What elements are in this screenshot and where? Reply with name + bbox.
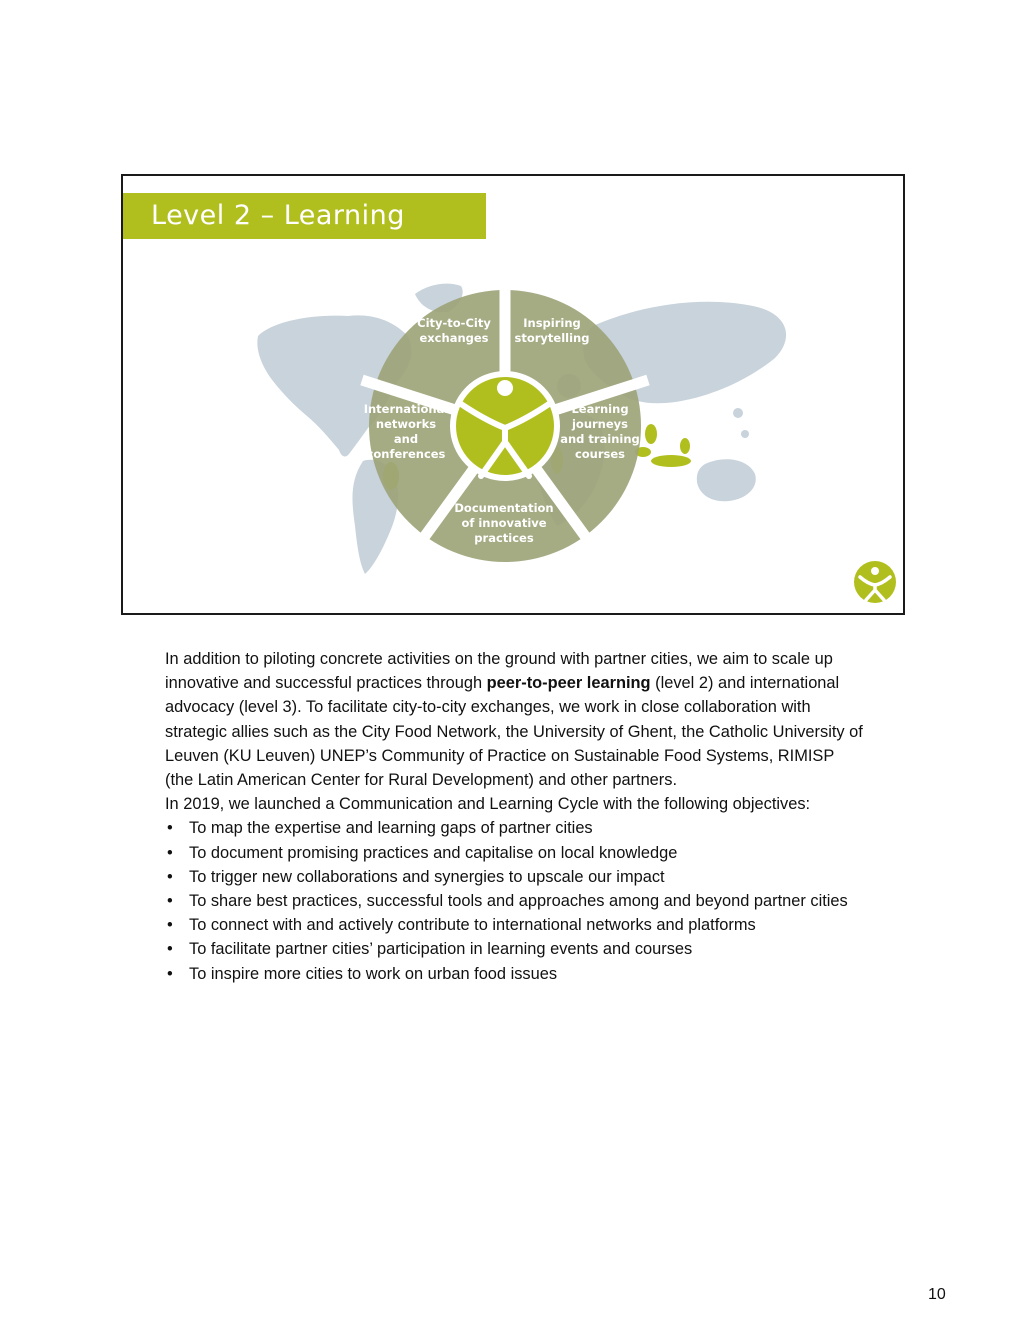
wheel-segment-label: Learning journeys and training courses <box>560 402 640 461</box>
intro-paragraph <box>165 647 865 792</box>
intro-text: In addition to piloting concrete activities on the ground with partner cities, we aim to scale up innovative and successful practices through <box>165 650 833 693</box>
slide-image <box>121 174 905 615</box>
list-item: • To trigger new collaborations and synergies to upscale our impact <box>165 865 865 889</box>
wheel-segment-label: Documentation of innovative practices <box>454 501 554 545</box>
cycle-intro-paragraph: In 2019, we launched a Communication and Learning Cycle with the following objectives: <box>165 795 811 814</box>
intro-emphasis: peer-to-peer learning <box>486 674 651 693</box>
list-item: • To share best practices, successful tools and approaches among and beyond partner cities <box>165 889 865 913</box>
list-item: • To facilitate partner cities’ participation in learning events and courses <box>165 937 865 961</box>
slide-title: Level 2 – Learning cycle <box>123 193 486 239</box>
body-text <box>165 647 865 986</box>
list-item: • To connect with and actively contribute to international networks and platforms <box>165 913 865 937</box>
slide-graphic <box>123 176 903 613</box>
wheel-segment-label: Inspiring storytelling <box>514 316 590 345</box>
hub-logo-icon <box>453 374 557 478</box>
list-item: • To inspire more cities to work on urban food issues <box>165 962 865 986</box>
person-logo-icon <box>854 561 896 603</box>
list-item: • To document promising practices and capitalise on local knowledge <box>165 841 865 865</box>
objectives-list <box>165 816 865 985</box>
intro-text-continued: (level 2) and international advocacy (level 3). To facilitate city-to-city exchanges, we work in close collaboration with strategic allies such as the City Food Network, the University of Ghent, the Catholic University of Leuven (KU Leuven) UNEP’s Community of Practice on Sustainable Food Systems, RIMISP (the Latin American Center for Rural Development) and other partners. <box>165 674 863 790</box>
wheel-segment-label: City-to-City exchanges <box>417 316 491 345</box>
list-item: • To map the expertise and learning gaps of partner cities <box>165 816 865 840</box>
page-number: 10 <box>928 1286 946 1303</box>
wheel-segment-label: International networks and conferences <box>363 402 449 461</box>
